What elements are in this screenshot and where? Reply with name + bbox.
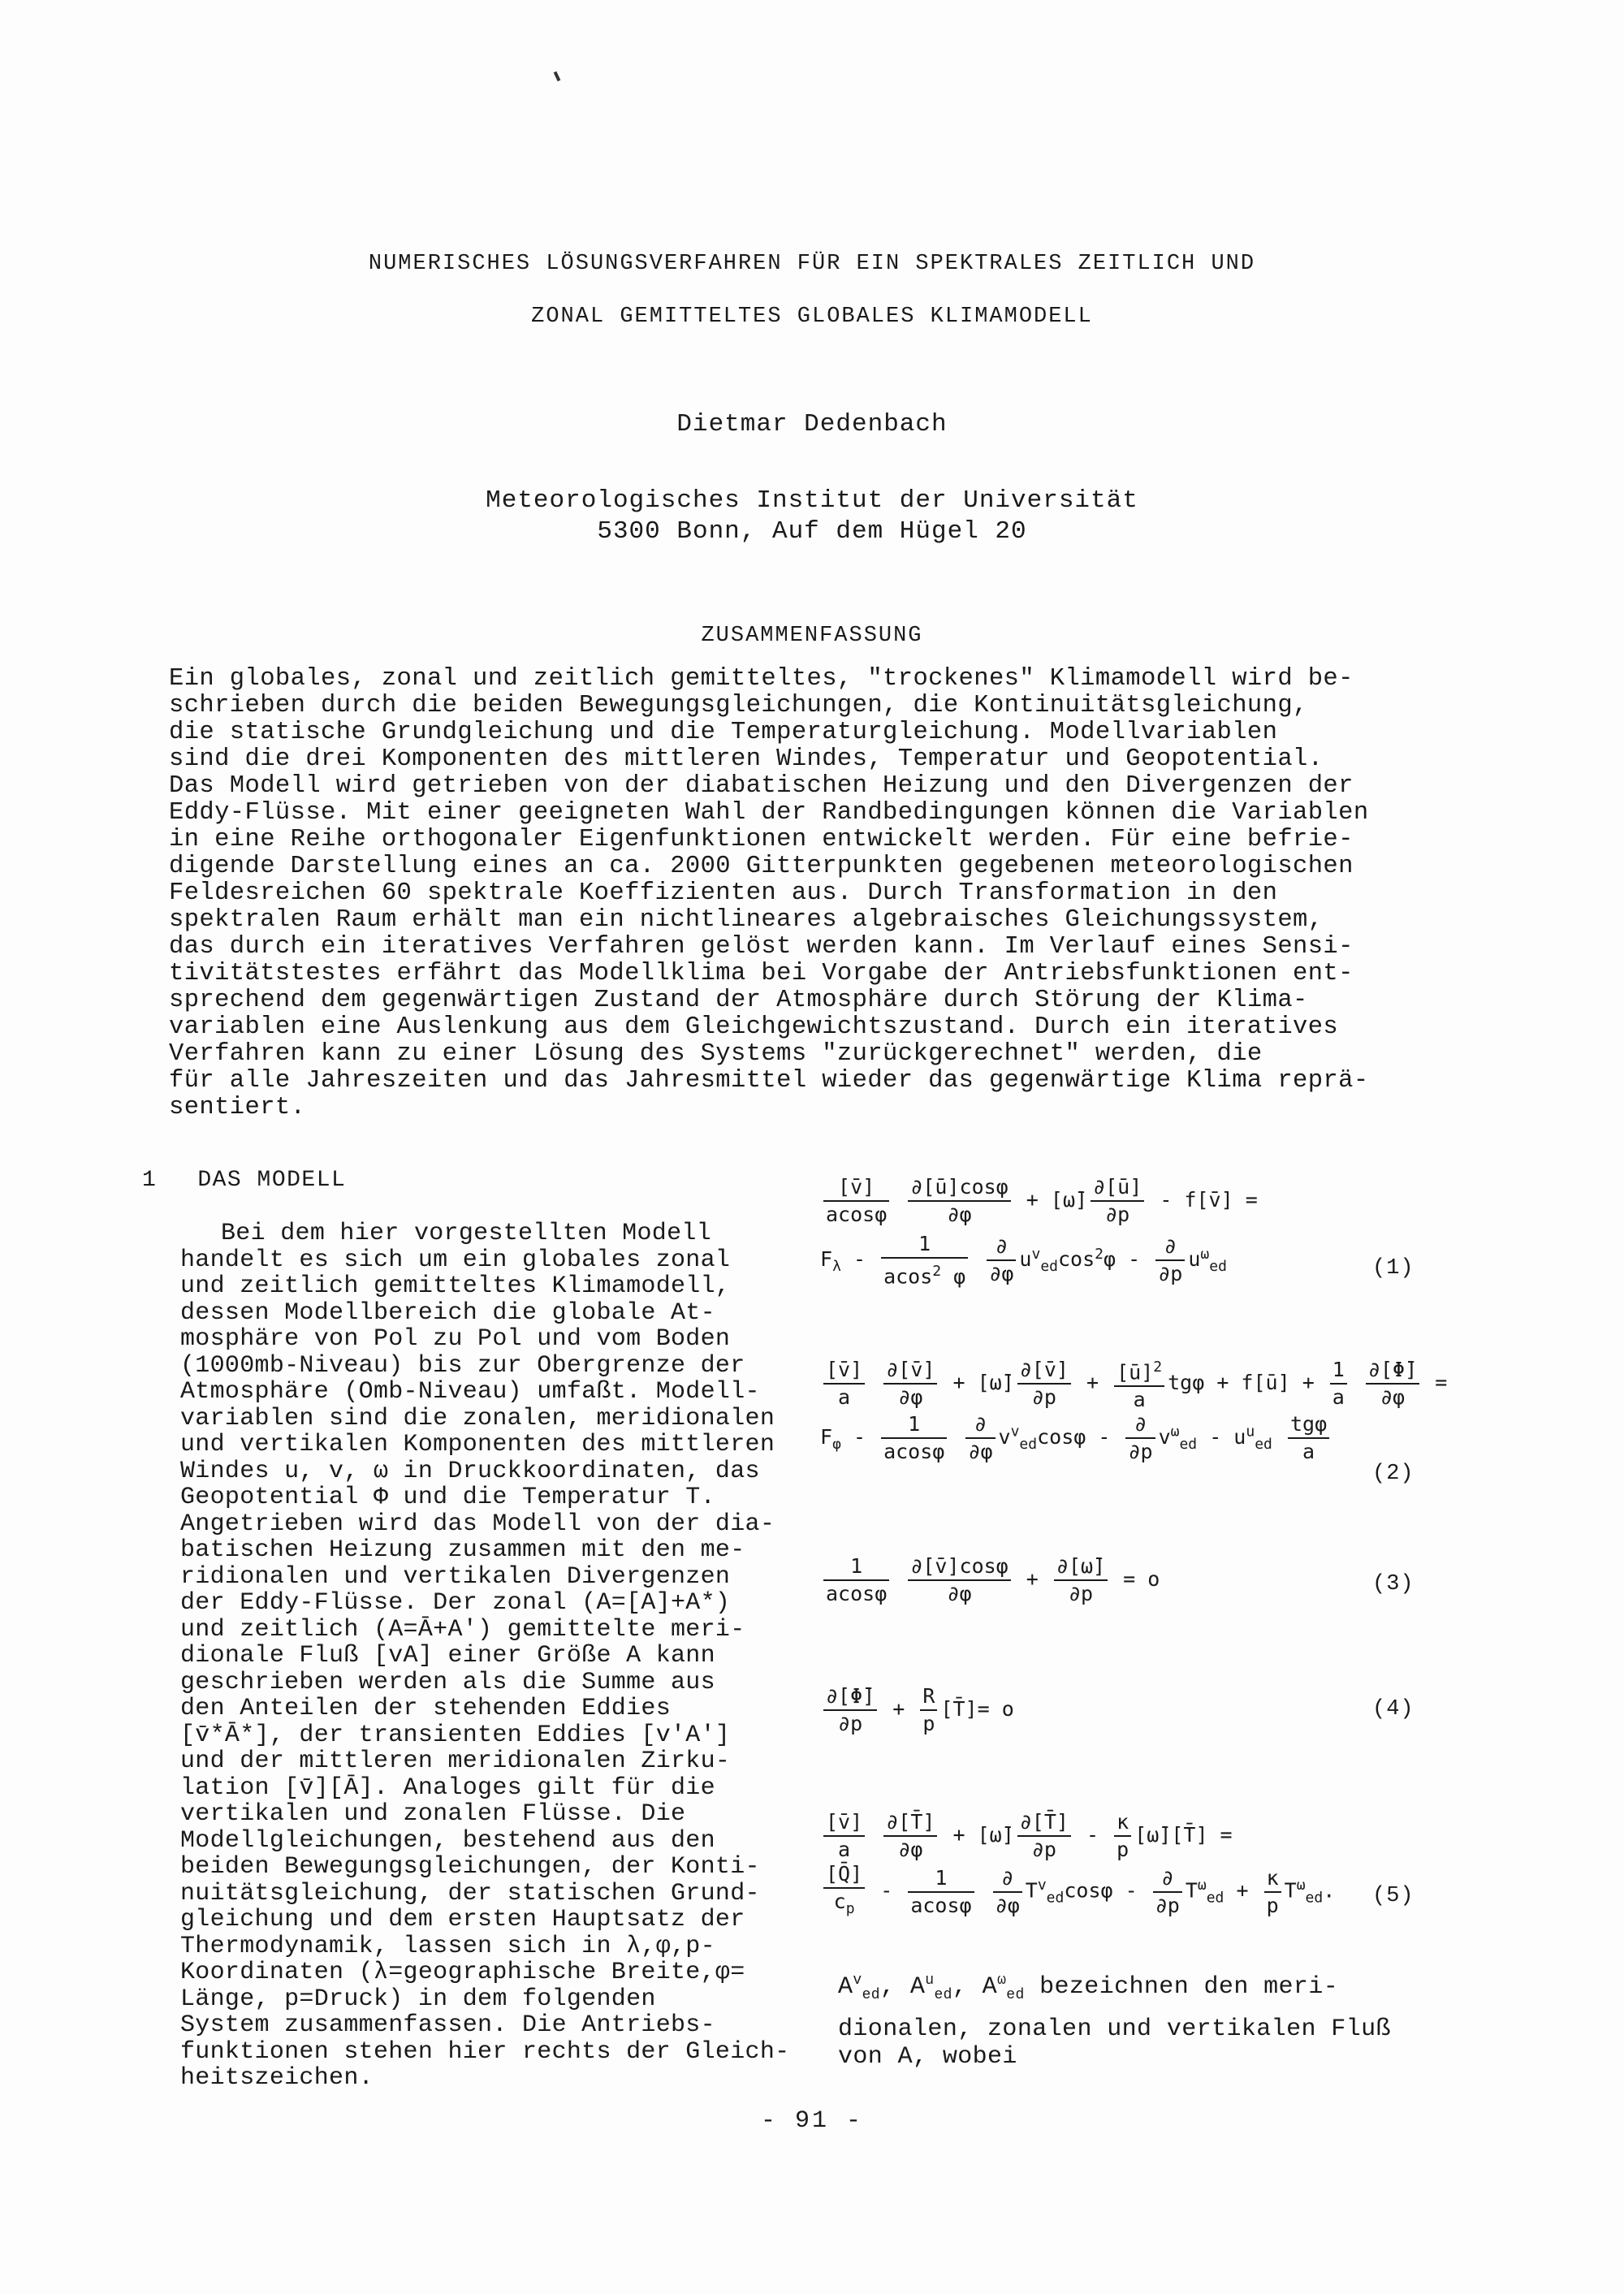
- body-line: Koordinaten (λ=geographische Breite,φ=: [180, 1959, 745, 1986]
- abstract-line: das durch ein iteratives Verfahren gelöst werden kann. Im Verlauf eines Sensi-: [169, 933, 1354, 961]
- abstract-line: digende Darstellung eines an ca. 2000 Gitterpunkten gegebenen meteorologischen: [169, 853, 1354, 880]
- body-line: gleichung und dem ersten Hauptsatz der: [180, 1906, 745, 1933]
- body-line: vertikalen und zonalen Flüsse. Die: [180, 1800, 686, 1828]
- equation-2-number: (2): [1372, 1462, 1415, 1486]
- body-line: batischen Heizung zusammen mit den me-: [180, 1536, 745, 1564]
- abstract-line: tivitätstestes erfährt das Modellklima bei Vorgabe der Antriebsfunktionen ent-: [169, 960, 1354, 987]
- flux-definition-line-3: von A, wobei: [838, 2043, 1017, 2071]
- body-line: handelt es sich um ein globales zonal: [180, 1246, 731, 1274]
- author-name: Dietmar Dedenbach: [676, 410, 948, 438]
- body-line: mosphäre von Pol zu Pol und vom Boden: [180, 1325, 731, 1353]
- title-line-1: NUMERISCHES LÖSUNGSVERFAHREN FÜR EIN SPEKTRALES ZEITLICH UND: [368, 252, 1256, 276]
- equation-5: $\frac{[v̄]}{a}$ $\frac{\partial[T̄]}{\partial\varphi}$ + [ω̄] $\frac{\partial[T̄]}{\partial p}$ - $\frac{\kappa}{p}$ [ω̄][T̄] = $\frac{[Q̄]}{c_p}$ - $\frac{1}{acos\varphi}$ $\frac{\partial}{\partial\varphi}$ $T^v_{ed}\cos\varphi$ - $\frac{\partial}{\partial p}$ $T^\omega_{ed}$ + $\frac{\kappa}{p}$ $T^\omega_{ed}$.: [820, 1811, 1335, 1920]
- body-line: Modellgleichungen, bestehend aus den: [180, 1826, 715, 1855]
- equation-5-number: (5): [1372, 1884, 1415, 1908]
- abstract-line: für alle Jahreszeiten und das Jahresmittel wieder das gegenwärtige Klima reprä-: [169, 1067, 1369, 1095]
- body-line: funktionen stehen hier rechts der Gleich-: [180, 2037, 790, 2066]
- equation-2: $\frac{[v̄]}{a}$ $\frac{\partial[v̄]}{\partial\varphi}$ + [ω̄] $\frac{\partial[v̄]}{\partial p}$ + $\frac{[ū]^2}{a}$ tgφ + f[ū] + $\frac{1}{a}$ $\frac{\partial[\Phī]}{\partial\varphi}$ = $F_\varphi$ - $\frac{1}{acos\varphi}$ $\frac{\partial}{\partial\varphi}$ $v^v_{ed}\cos\varphi$ - $\frac{\partial}{\partial p}$ $v^\omega_{ed} - u^u_{ed}$ $\frac{\text{tgφ}}{a}$: [820, 1356, 1447, 1463]
- section-title: DAS MODELL: [197, 1168, 347, 1193]
- body-line: geschrieben werden als die Summe aus: [180, 1668, 715, 1696]
- abstract-line: sprechend dem gegenwärtigen Zustand der Atmosphäre durch Störung der Klima-: [169, 987, 1308, 1014]
- body-line: der Eddy-Flüsse. Der zonal (A=[A]+A*): [180, 1589, 731, 1617]
- equation-3: $\frac{1}{acos\varphi}$ $\frac{\partial[v̄]\cos\varphi}{\partial\varphi}$ + $\frac{\partial[\omegā]}{\partial p}$ = o: [820, 1555, 1160, 1605]
- body-line: System zusammenfassen. Die Antriebs-: [180, 2011, 715, 2039]
- abstract-line: variablen eine Auslenkung aus dem Gleichgewichtszustand. Durch ein iteratives: [169, 1013, 1339, 1041]
- abstract-line: schrieben durch die beiden Bewegungsgleichungen, die Kontinuitätsgleichung,: [169, 692, 1308, 719]
- equation-1: $\frac{[v̄]}{acos\varphi}$ $\frac{\partial[ū]\cos\varphi}{\partial\varphi}$ + [ω̄] $\frac{\partial[ū]}{\partial p}$ - f[v̄] = $F_\lambda$ - $\frac{1}{acos^2 \varphi}$ $\frac{\partial}{\partial\varphi}$ $u^v_{ed}\cos^2\varphi$ - $\frac{\partial}{\partial p}$ $u^\omega_{ed}$: [820, 1175, 1258, 1289]
- body-line: und der mittleren meridionalen Zirku-: [180, 1748, 731, 1775]
- abstract-line: Feldesreichen 60 spektrale Koeffizienten aus. Durch Transformation in den: [169, 879, 1278, 907]
- abstract-line: sentiert.: [169, 1094, 306, 1121]
- flux-definition-tail: bezeichnen den meri-: [1039, 1973, 1339, 2001]
- affiliation-line-1: Meteorologisches Institut der Universität: [486, 486, 1138, 515]
- body-line: lation [v̄][Ā]. Analoges gilt für die: [180, 1773, 715, 1802]
- body-line: Windes u, v, ω in Druckkoordinaten, das: [180, 1457, 760, 1485]
- body-line: und vertikalen Komponenten des mittleren: [180, 1431, 775, 1458]
- body-line: dionale Fluß [vA] einer Größe A kann: [180, 1642, 715, 1670]
- section-1-heading: [142, 1168, 346, 1193]
- title-line-2: ZONAL GEMITTELTES GLOBALES KLIMAMODELL: [531, 305, 1093, 329]
- body-line: Bei dem hier vorgestellten Modell: [221, 1220, 711, 1247]
- body-line: ridionalen und vertikalen Divergenzen: [180, 1562, 731, 1591]
- body-line: heitszeichen.: [180, 2064, 374, 2092]
- abstract-line: Verfahren kann zu einer Lösung des Systems "zurückgerechnet" werden, die: [169, 1040, 1263, 1068]
- body-line: Angetrieben wird das Modell von der dia-: [180, 1510, 775, 1538]
- abstract-line: spektralen Raum erhält man ein nichtlineares algebraisches Gleichungssystem,: [169, 906, 1324, 934]
- section-number: 1: [142, 1168, 158, 1193]
- body-line: variablen sind die zonalen, meridionalen: [180, 1404, 775, 1432]
- body-line: und zeitlich gemitteltes Klimamodell,: [180, 1272, 731, 1300]
- equation-1-number: (1): [1372, 1256, 1415, 1281]
- body-line: und zeitlich (A=Ā+A') gemittelte meri-: [180, 1615, 745, 1644]
- body-line: beiden Bewegungsgleichungen, der Konti-: [180, 1853, 760, 1881]
- body-line: Geopotential Φ und die Temperatur T.: [180, 1484, 715, 1511]
- equation-4-number: (4): [1372, 1697, 1415, 1722]
- affiliation-line-2: 5300 Bonn, Auf dem Hügel 20: [597, 517, 1027, 546]
- flux-definition-line-1: $A^v_{ed}$, $A^u_{ed}$, $A^\omega_{ed}$ bezeichnen den meri-: [838, 1972, 1339, 2003]
- abstract-line: Das Modell wird getrieben von der diabatischen Heizung und den Divergenzen der: [169, 772, 1354, 800]
- equation-3-number: (3): [1372, 1572, 1415, 1596]
- abstract-line: Eddy-Flüsse. Mit einer geeigneten Wahl der Randbedingungen können die Variablen: [169, 799, 1369, 827]
- section-1-body: [180, 1220, 790, 2092]
- body-line: Thermodynamik, lassen sich in λ,φ,p-: [180, 1932, 715, 1960]
- abstract-line: in eine Reihe orthogonaler Eigenfunktionen entwickelt werden. Für eine befrie-: [169, 826, 1354, 853]
- abstract-line: die statische Grundgleichung und die Temperaturgleichung. Modellvariablen: [169, 719, 1278, 746]
- abstract-heading: ZUSAMMENFASSUNG: [701, 624, 923, 648]
- page-number: - 91 -: [760, 2107, 864, 2135]
- body-line: Atmosphäre (Omb-Niveau) umfaßt. Modell-: [180, 1378, 760, 1406]
- body-line: [v̄*Ā*], der transienten Eddies [v'A']: [180, 1721, 731, 1749]
- abstract-line: sind die drei Komponenten des mittleren Windes, Temperatur und Geopotential.: [169, 745, 1324, 773]
- abstract-line: Ein globales, zonal und zeitlich gemitteltes, "trockenes" Klimamodell wird be-: [169, 665, 1354, 693]
- body-line: nuitätsgleichung, der statischen Grund-: [180, 1879, 760, 1907]
- flux-definition-line-2: dionalen, zonalen und vertikalen Fluß: [838, 2015, 1391, 2043]
- body-line: dessen Modellbereich die globale At-: [180, 1298, 715, 1327]
- equation-4: $\frac{\partial[\Phī]}{\partial p}$ + $\frac{R}{p}$ [T̄]= o: [820, 1685, 1014, 1735]
- abstract-body: [169, 666, 1411, 1121]
- body-line: den Anteilen der stehenden Eddies: [180, 1695, 671, 1722]
- body-line: Länge, p=Druck) in dem folgenden: [180, 1985, 656, 2013]
- body-line: (1000mb-Niveau) bis zur Obergrenze der: [180, 1351, 745, 1380]
